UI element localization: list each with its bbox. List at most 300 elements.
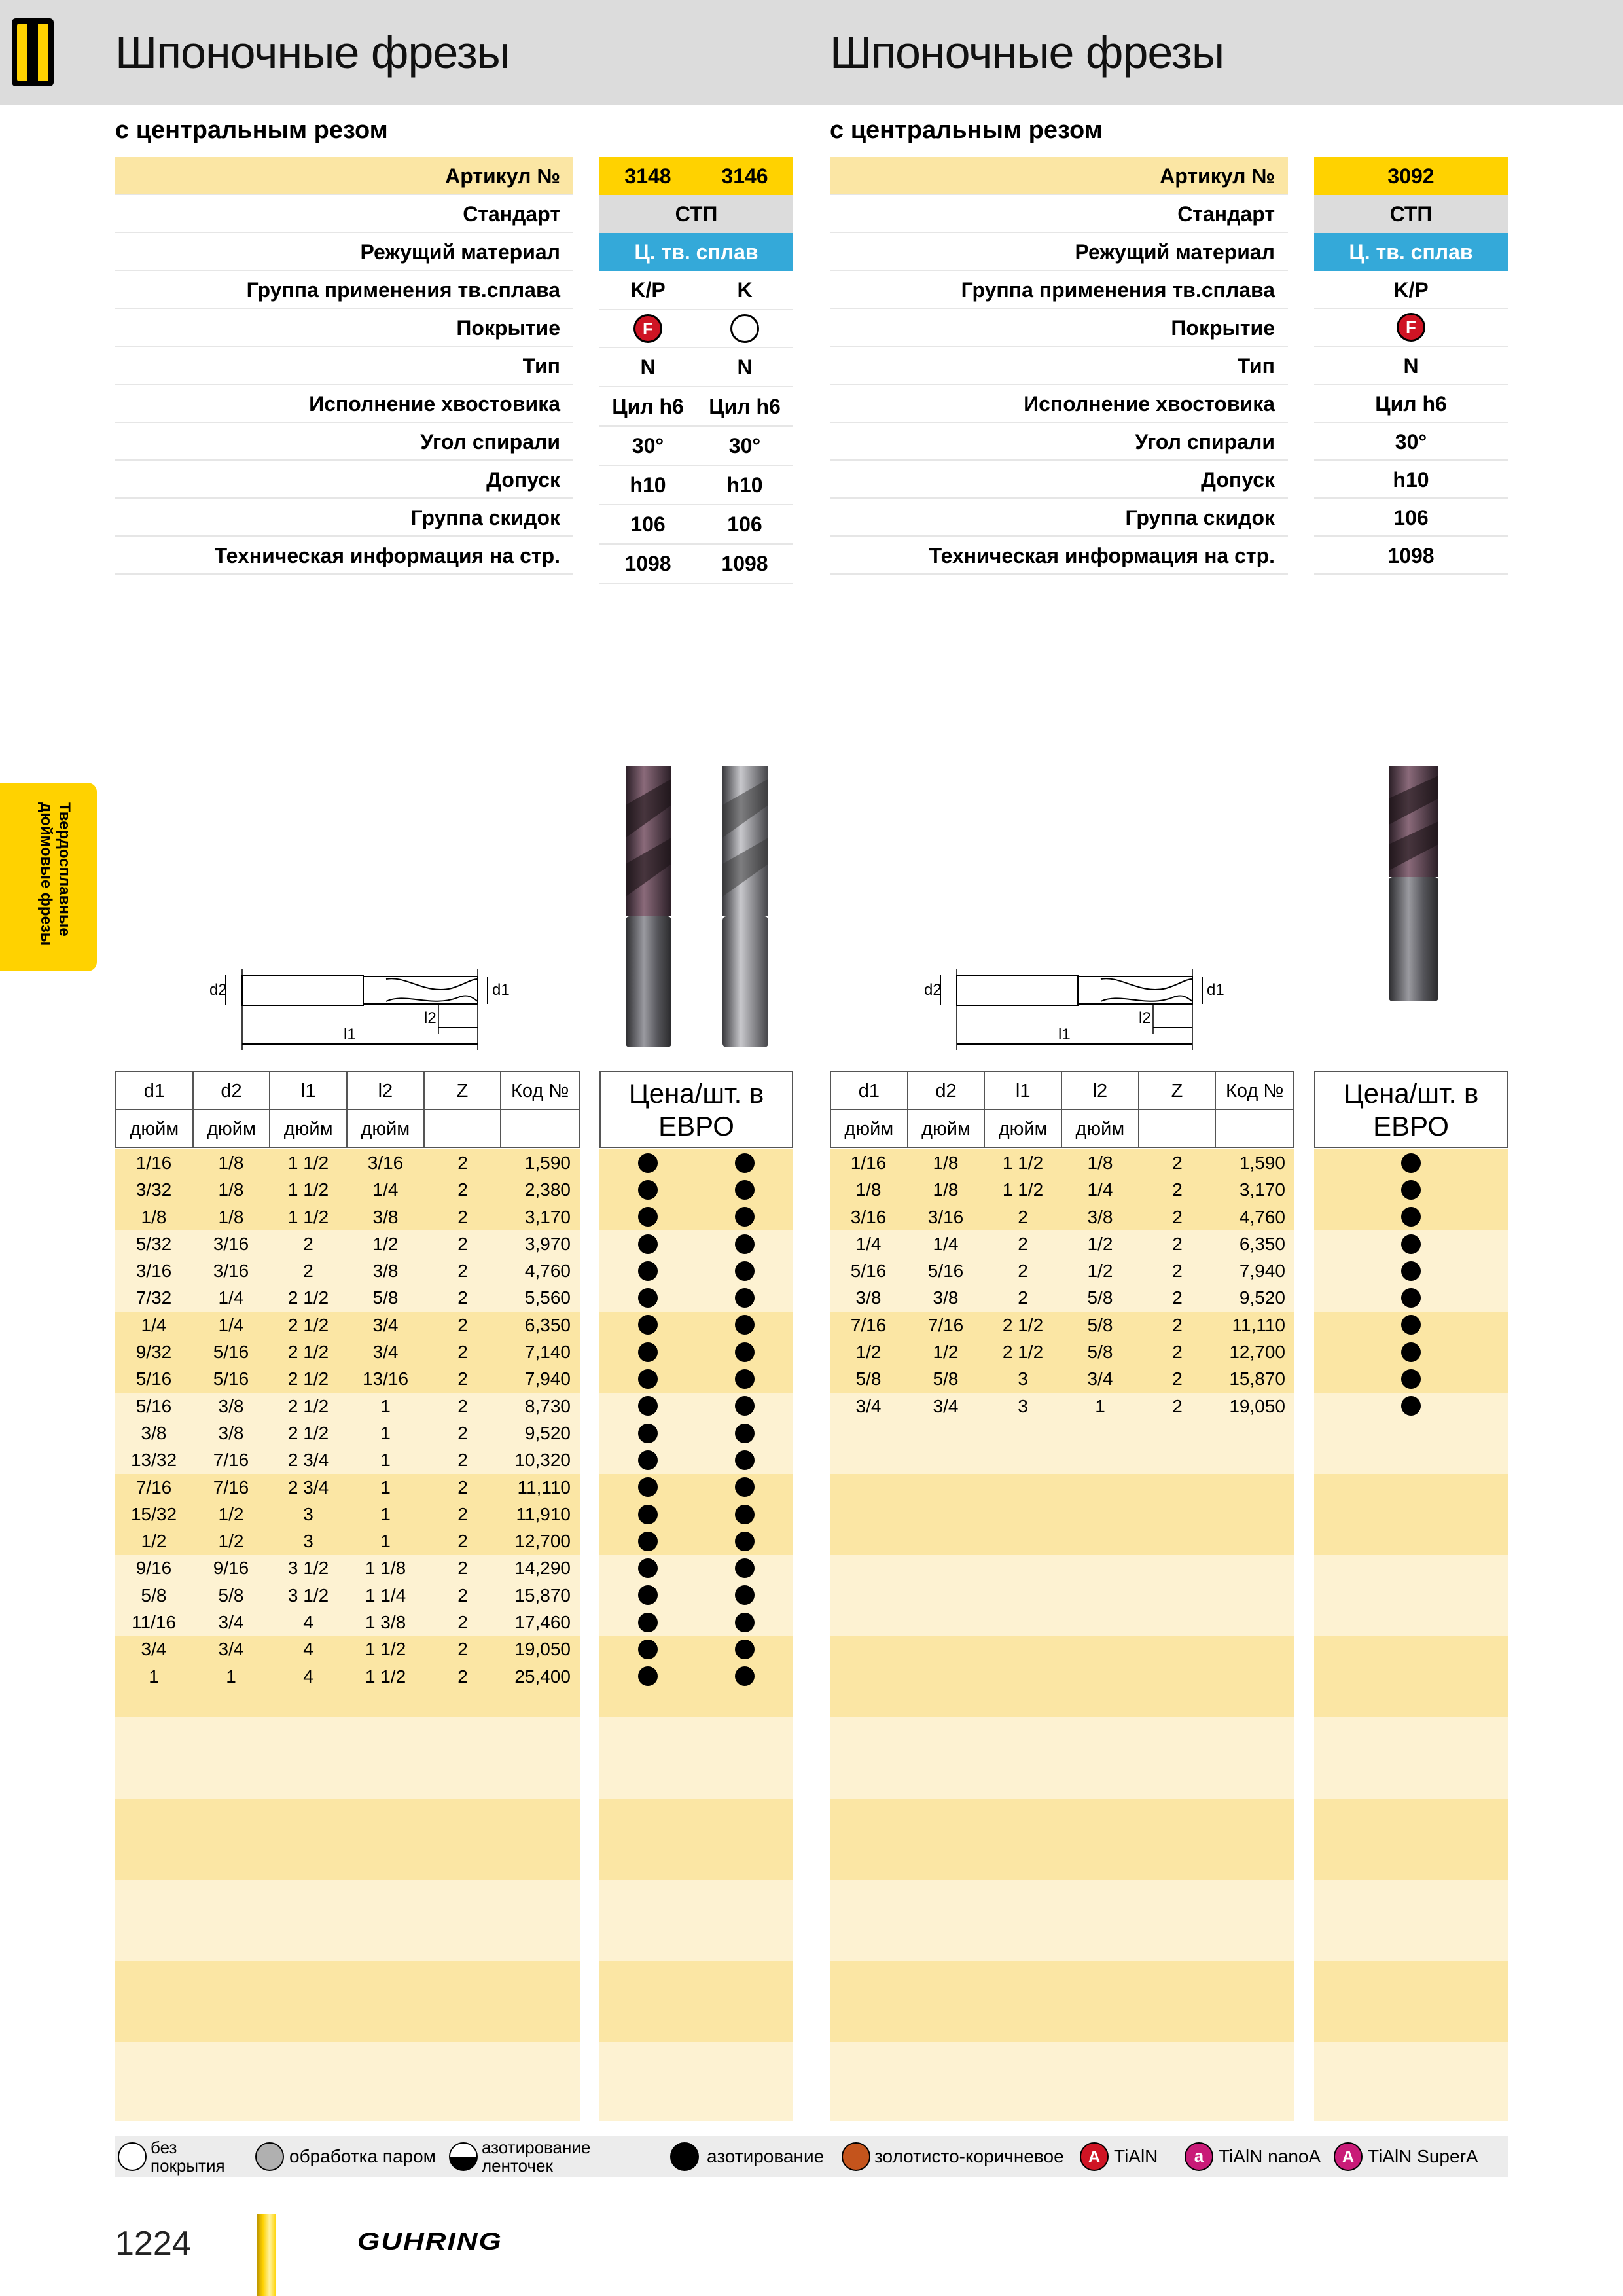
table-cell: 1 1/2 (287, 1179, 329, 1200)
table-cell: 3/4 (1087, 1369, 1113, 1390)
left-spec-values (599, 157, 793, 584)
table-cell: 6,350 (524, 1314, 571, 1335)
table-cell: 1 (1095, 1395, 1105, 1416)
available-dot-icon (638, 1288, 658, 1308)
unit-label: дюйм (194, 1110, 271, 1148)
table-cell: 11/16 (132, 1612, 176, 1633)
table-cell: 2 (457, 1206, 468, 1227)
available-dot-icon (638, 1261, 658, 1281)
table-cell: 2 (457, 1422, 468, 1443)
table-cell: 14,290 (514, 1558, 571, 1579)
table-cell: 7/16 (213, 1450, 249, 1471)
spec-label: Тип (1237, 354, 1275, 378)
table-row (115, 1338, 580, 1365)
table-cell: 5/16 (850, 1261, 887, 1282)
table-cell: 2 (1018, 1287, 1028, 1308)
table-cell: 5/8 (218, 1585, 244, 1605)
table-cell: 7/16 (927, 1314, 964, 1335)
l1-label: l1 (1058, 1026, 1071, 1043)
legend-label: обработка паром (289, 2146, 436, 2166)
table-cell: 3/4 (218, 1639, 244, 1660)
spec-label: Группа скидок (1125, 506, 1275, 529)
table-cell: 2 (1172, 1261, 1183, 1282)
availability-row (599, 1230, 793, 1257)
legend-label: TiAlN (1114, 2146, 1158, 2166)
spec-label: Стандарт (1177, 202, 1275, 226)
badge-tialn-icon: A (1080, 2142, 1109, 2171)
table-cell: 5/8 (1087, 1342, 1113, 1363)
table-cell: 3 (303, 1503, 313, 1524)
col-header: d1 (116, 1072, 194, 1110)
right-table-header (830, 1071, 1294, 1148)
spec-label: Группа применения тв.сплава (961, 278, 1275, 302)
table-stripe (115, 2042, 580, 2121)
table-cell: 7,940 (524, 1369, 571, 1390)
availability-row (1314, 1204, 1508, 1230)
available-dot-icon (1401, 1207, 1421, 1227)
table-stripe (830, 1474, 1294, 1555)
table-stripe (599, 2042, 793, 2121)
table-row (115, 1420, 580, 1446)
spec-label: Угол спирали (1135, 430, 1275, 454)
coating-f-badge-icon: F (1397, 313, 1425, 342)
material-value: Ц. тв. сплав (599, 233, 793, 271)
table-row (830, 1176, 1294, 1203)
table-cell: 5/8 (372, 1287, 399, 1308)
table-row (115, 1204, 580, 1230)
table-cell: 1 1/2 (1002, 1153, 1044, 1173)
available-dot-icon (1401, 1180, 1421, 1200)
table-cell: 1 (149, 1666, 159, 1687)
legend-row (115, 2136, 1499, 2177)
table-cell: 1/4 (372, 1179, 399, 1200)
table-row (115, 1230, 580, 1257)
shank-value: Цил h6 (709, 395, 781, 418)
table-cell: 11,110 (1232, 1314, 1285, 1335)
table-stripe (830, 1555, 1294, 1636)
table-cell: 7/16 (850, 1314, 887, 1335)
table-cell: 7,940 (1239, 1261, 1285, 1282)
table-cell: 3/8 (141, 1422, 167, 1443)
col-header: Z (425, 1072, 502, 1110)
spec-label: Техническая информация на стр. (929, 544, 1275, 567)
table-stripe (830, 1717, 1294, 1799)
table-cell: 1,590 (524, 1153, 571, 1173)
left-rows (115, 1149, 580, 1690)
table-cell: 1 1/8 (365, 1558, 406, 1579)
table-cell: 3/8 (855, 1287, 882, 1308)
spec-label: Режущий материал (1075, 240, 1275, 264)
d2-label: d2 (924, 981, 942, 999)
table-cell: 9,520 (1239, 1287, 1285, 1308)
table-cell: 3/4 (218, 1612, 244, 1633)
table-cell: 5/16 (135, 1369, 172, 1390)
table-cell: 7,140 (524, 1342, 571, 1363)
table-cell: 5/8 (1087, 1287, 1113, 1308)
table-row (115, 1582, 580, 1609)
table-cell: 13/32 (130, 1450, 177, 1471)
available-dot-icon (638, 1558, 658, 1578)
standard-value: СТП (1314, 195, 1508, 233)
available-dot-icon (735, 1477, 755, 1497)
col-header: d1 (831, 1072, 908, 1110)
table-cell: 2 (457, 1179, 468, 1200)
table-cell: 4 (303, 1639, 313, 1660)
table-cell: 11,110 (517, 1477, 571, 1498)
table-row (115, 1663, 580, 1690)
table-cell: 2 (457, 1477, 468, 1498)
table-cell: 3,170 (1239, 1179, 1285, 1200)
table-cell: 3 (303, 1531, 313, 1552)
table-cell: 2 (457, 1395, 468, 1416)
table-cell: 4 (303, 1612, 313, 1633)
l1-label: l1 (344, 1026, 356, 1043)
side-tab-line1: Твердосплавные (56, 802, 73, 937)
availability-row (599, 1582, 793, 1609)
available-dot-icon (1401, 1153, 1421, 1173)
table-cell: 1/8 (933, 1153, 959, 1173)
brand-logo: GUHRING (357, 2227, 503, 2255)
group-value: K/P (630, 278, 666, 302)
table-stripe (1314, 2042, 1508, 2121)
table-cell: 5/8 (1087, 1314, 1113, 1335)
table-cell: 1 1/2 (1002, 1179, 1044, 1200)
table-stripe (115, 1880, 580, 1961)
available-dot-icon (638, 1396, 658, 1416)
availability-row (599, 1393, 793, 1420)
table-cell: 19,050 (514, 1639, 571, 1660)
badge-nanoa-icon: a (1185, 2142, 1213, 2171)
available-dot-icon (1401, 1396, 1421, 1416)
table-stripe (1314, 1636, 1508, 1717)
unit-label: дюйм (831, 1110, 908, 1148)
table-cell: 5/16 (135, 1395, 172, 1416)
availability-row (1314, 1230, 1508, 1257)
table-cell: 2 3/4 (287, 1477, 329, 1498)
table-stripe (830, 2042, 1294, 2121)
table-cell: 1/4 (933, 1233, 959, 1254)
table-cell: 2 1/2 (287, 1287, 329, 1308)
table-cell: 1/4 (218, 1287, 244, 1308)
available-dot-icon (638, 1477, 658, 1497)
table-cell: 2 (303, 1261, 313, 1282)
table-cell: 1 (380, 1531, 391, 1552)
table-cell: 3/16 (850, 1206, 887, 1227)
legend-label: TiAlN nanoA (1219, 2146, 1321, 2166)
table-cell: 2 (1172, 1206, 1183, 1227)
table-cell: 4,760 (1239, 1206, 1285, 1227)
right-rows (830, 1149, 1294, 1420)
circle-brown-icon (842, 2142, 870, 2171)
table-cell: 3/8 (1087, 1206, 1113, 1227)
techpage-value: 1098 (721, 552, 768, 575)
table-cell: 3/16 (135, 1261, 172, 1282)
footer-bar (257, 2214, 276, 2296)
unit-label: дюйм (908, 1110, 986, 1148)
table-cell: 1/2 (141, 1531, 167, 1552)
table-cell: 2 (457, 1639, 468, 1660)
table-row (115, 1501, 580, 1528)
side-tab-text (8, 802, 93, 973)
table-row (115, 1284, 580, 1311)
table-cell: 2 (1172, 1342, 1183, 1363)
discount-value: 106 (630, 512, 666, 536)
availability-row (599, 1446, 793, 1473)
coating-f-badge-icon: F (633, 314, 662, 343)
table-cell: 3/32 (135, 1179, 172, 1200)
table-stripe (599, 1799, 793, 1880)
col-header: l2 (1062, 1072, 1139, 1110)
table-cell: 3/16 (213, 1261, 249, 1282)
table-cell: 1/8 (218, 1153, 244, 1173)
table-cell: 5/8 (933, 1369, 959, 1390)
unit-label: дюйм (348, 1110, 425, 1148)
unit-label: дюйм (270, 1110, 348, 1148)
tool-images-left (622, 766, 779, 1054)
group-value: K/P (1314, 271, 1508, 309)
table-cell: 3,970 (524, 1233, 571, 1254)
right-spec-labels (830, 157, 1288, 575)
available-dot-icon (638, 1666, 658, 1686)
table-cell: 2 (1172, 1233, 1183, 1254)
type-value: N (737, 355, 753, 379)
available-dot-icon (1401, 1261, 1421, 1281)
table-cell: 19,050 (1229, 1395, 1285, 1416)
available-dot-icon (638, 1613, 658, 1632)
table-cell: 2 (303, 1233, 313, 1254)
available-dot-icon (735, 1180, 755, 1200)
table-cell: 3/16 (927, 1206, 964, 1227)
table-cell: 4,760 (524, 1261, 571, 1282)
table-cell: 2 1/2 (287, 1369, 329, 1390)
table-row (830, 1204, 1294, 1230)
table-cell: 2 1/2 (287, 1342, 329, 1363)
table-cell: 1/4 (218, 1314, 244, 1335)
helix-value: 30° (1314, 423, 1508, 461)
table-stripe (115, 1961, 580, 2042)
table-cell: 15,870 (514, 1585, 571, 1605)
spec-label: Исполнение хвостовика (1024, 392, 1275, 416)
available-dot-icon (638, 1505, 658, 1524)
left-price-header: Цена/шт. в ЕВРО (599, 1071, 793, 1148)
article-number: 3146 (721, 164, 768, 188)
table-cell: 1/2 (372, 1233, 399, 1254)
table-cell: 2 (457, 1450, 468, 1471)
available-dot-icon (735, 1532, 755, 1551)
available-dot-icon (1401, 1369, 1421, 1389)
availability-row (599, 1204, 793, 1230)
right-subtitle: с центральным резом (830, 117, 1103, 144)
table-cell: 1/4 (855, 1233, 882, 1254)
right-availability (1314, 1149, 1508, 1420)
table-cell: 3/4 (933, 1395, 959, 1416)
table-cell: 2 (1172, 1395, 1183, 1416)
table-cell: 1 1/2 (287, 1153, 329, 1173)
table-cell: 1 (226, 1666, 236, 1687)
legend-label: покрытия (151, 2156, 225, 2176)
table-cell: 7/32 (135, 1287, 172, 1308)
table-cell: 5/16 (213, 1369, 249, 1390)
legend-label: золотисто-коричневое (874, 2146, 1064, 2166)
table-cell: 1 3/8 (365, 1612, 406, 1633)
table-stripe (599, 1961, 793, 2042)
helix-value: 30° (728, 434, 761, 457)
helix-value: 30° (632, 434, 664, 457)
tool-3148-icon (626, 766, 671, 1047)
availability-row (599, 1609, 793, 1636)
available-dot-icon (638, 1369, 658, 1389)
table-stripe (1314, 1880, 1508, 1961)
available-dot-icon (638, 1180, 658, 1200)
availability-row (1314, 1257, 1508, 1284)
spec-label: Допуск (1201, 468, 1275, 492)
tool-3092-icon (1381, 766, 1446, 1008)
table-cell: 1 (380, 1477, 391, 1498)
available-dot-icon (735, 1613, 755, 1632)
table-cell: 8,730 (524, 1395, 571, 1416)
table-cell: 1 1/2 (365, 1639, 406, 1660)
table-cell: 10,320 (514, 1450, 571, 1471)
table-stripe (1314, 1717, 1508, 1799)
spec-label: Стандарт (463, 202, 560, 226)
table-cell: 9/16 (135, 1558, 172, 1579)
availability-row (1314, 1149, 1508, 1176)
group-value: K (737, 278, 753, 302)
available-dot-icon (638, 1585, 658, 1605)
table-cell: 3/4 (372, 1314, 399, 1335)
table-cell: 1 1/2 (287, 1206, 329, 1227)
end-mill-dimension-diagram-right (904, 929, 1224, 1060)
table-row (830, 1338, 1294, 1365)
table-cell: 12,700 (1229, 1342, 1285, 1363)
table-cell: 3 (1018, 1395, 1028, 1416)
spec-label: Техническая информация на стр. (214, 544, 560, 567)
available-dot-icon (735, 1424, 755, 1443)
table-cell: 1/16 (850, 1153, 887, 1173)
tool-3146-icon (722, 766, 768, 1047)
table-cell: 3/8 (372, 1206, 399, 1227)
article-number: 3092 (1314, 157, 1508, 195)
material-value: Ц. тв. сплав (1314, 233, 1508, 271)
legend-label: ленточек (482, 2156, 553, 2176)
techpage-value: 1098 (1314, 537, 1508, 575)
table-cell: 2 (457, 1666, 468, 1687)
table-cell: 1/2 (218, 1531, 244, 1552)
table-cell: 1/8 (218, 1179, 244, 1200)
table-cell: 5/8 (855, 1369, 882, 1390)
table-cell: 2 (457, 1531, 468, 1552)
availability-row (599, 1312, 793, 1338)
availability-row (599, 1284, 793, 1311)
table-cell: 1 (380, 1450, 391, 1471)
table-cell: 2 (457, 1503, 468, 1524)
standard-value: СТП (599, 195, 793, 233)
table-cell: 1/2 (933, 1342, 959, 1363)
unit-label: дюйм (1062, 1110, 1139, 1148)
left-availability (599, 1149, 793, 1690)
legend-label: азотирование (707, 2146, 825, 2166)
table-cell: 2 (457, 1342, 468, 1363)
available-dot-icon (1401, 1288, 1421, 1308)
table-row (115, 1312, 580, 1338)
available-dot-icon (638, 1234, 658, 1254)
table-row (830, 1312, 1294, 1338)
availability-row (599, 1420, 793, 1446)
table-row (830, 1149, 1294, 1176)
spec-label: Режущий материал (360, 240, 560, 264)
table-cell: 2 (457, 1314, 468, 1335)
table-cell: 2 (457, 1287, 468, 1308)
shank-value: Цил h6 (1314, 385, 1508, 423)
page-number: 1224 (115, 2225, 191, 2263)
table-row (830, 1365, 1294, 1392)
col-header: l1 (985, 1072, 1062, 1110)
availability-row (599, 1257, 793, 1284)
spec-label: Покрытие (1171, 316, 1275, 340)
page-title-left: Шпоночные фрезы (115, 27, 510, 78)
table-row (830, 1230, 1294, 1257)
table-cell: 3/4 (372, 1342, 399, 1363)
table-cell: 3/16 (213, 1233, 249, 1254)
left-table-header (115, 1071, 580, 1148)
table-cell: 2 (457, 1585, 468, 1605)
d2-label: d2 (209, 981, 227, 999)
table-row (115, 1446, 580, 1473)
table-cell: 1 1/4 (365, 1585, 406, 1605)
col-header: Код № (1216, 1072, 1294, 1110)
table-cell: 2 (1172, 1153, 1183, 1173)
circle-black-icon (670, 2142, 699, 2171)
table-row (830, 1257, 1294, 1284)
table-cell: 12,700 (514, 1531, 571, 1552)
available-dot-icon (735, 1558, 755, 1578)
available-dot-icon (1401, 1234, 1421, 1254)
table-cell: 2 (457, 1233, 468, 1254)
available-dot-icon (638, 1424, 658, 1443)
table-cell: 6,350 (1239, 1233, 1285, 1254)
side-tab-line2: дюймовые фрезы (37, 802, 55, 946)
article-number: 3148 (624, 164, 671, 188)
table-row (830, 1284, 1294, 1311)
table-cell: 2,380 (524, 1179, 571, 1200)
table-cell: 3/16 (367, 1153, 404, 1173)
table-stripe (599, 1880, 793, 1961)
available-dot-icon (638, 1315, 658, 1335)
table-row (115, 1609, 580, 1636)
table-cell: 2 (457, 1558, 468, 1579)
available-dot-icon (735, 1585, 755, 1605)
available-dot-icon (638, 1532, 658, 1551)
table-row (115, 1554, 580, 1581)
table-cell: 3/8 (933, 1287, 959, 1308)
available-dot-icon (735, 1261, 755, 1281)
available-dot-icon (735, 1315, 755, 1335)
legend-label: без (151, 2138, 177, 2157)
availability-row (599, 1501, 793, 1528)
available-dot-icon (735, 1153, 755, 1173)
table-cell: 1/4 (1087, 1179, 1113, 1200)
available-dot-icon (735, 1640, 755, 1659)
table-cell: 1/8 (141, 1206, 167, 1227)
table-cell: 4 (303, 1666, 313, 1687)
spec-label: Исполнение хвостовика (309, 392, 560, 416)
available-dot-icon (638, 1207, 658, 1227)
table-stripe (830, 1636, 1294, 1717)
table-cell: 15,870 (1229, 1369, 1285, 1390)
table-cell: 2 1/2 (287, 1422, 329, 1443)
d1-label: d1 (1207, 981, 1224, 999)
table-cell: 1/8 (1087, 1153, 1113, 1173)
